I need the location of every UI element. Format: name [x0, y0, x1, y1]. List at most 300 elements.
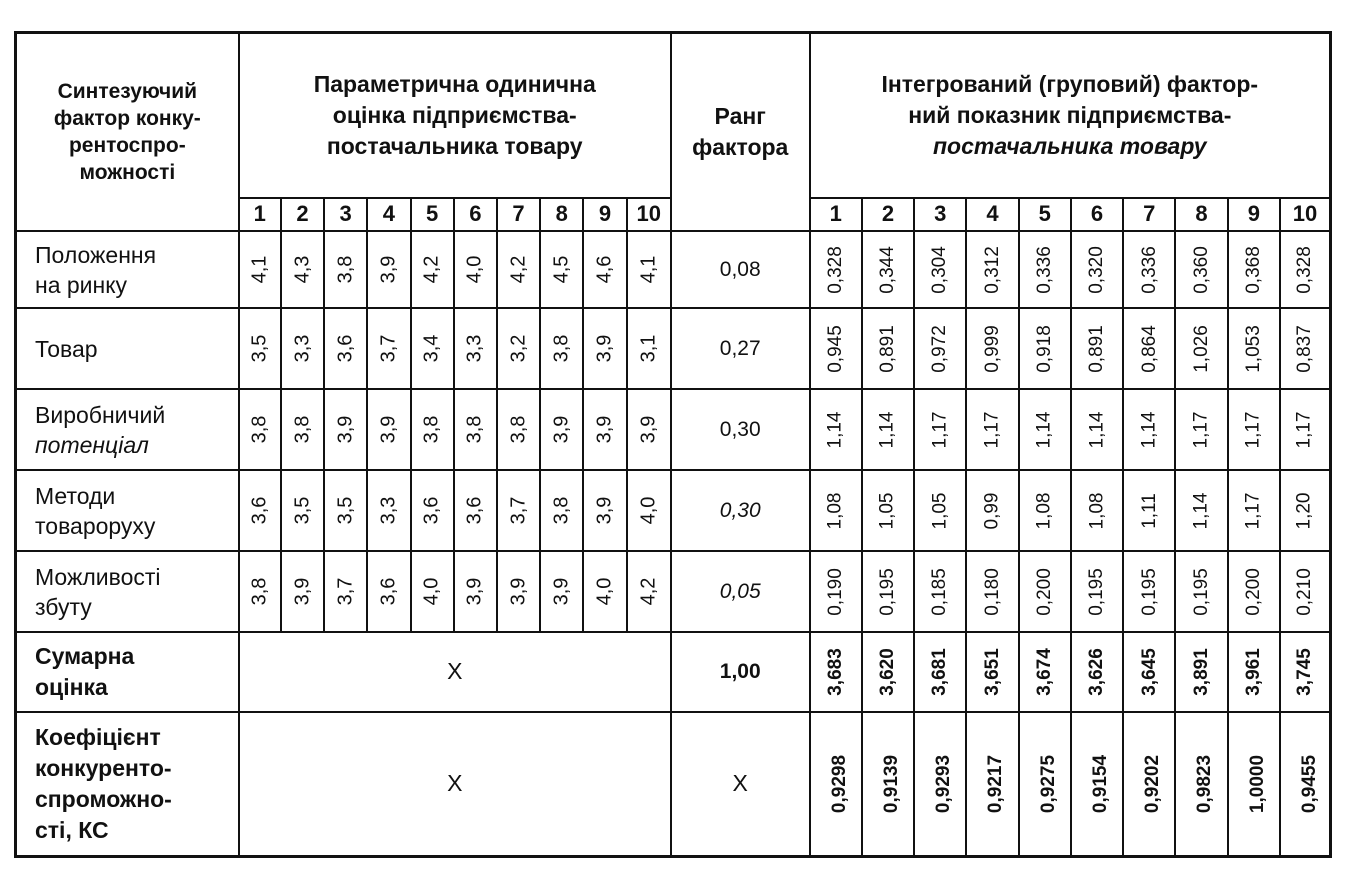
param-cell-value: 4,0 [637, 496, 660, 525]
integrated-cell [966, 470, 1018, 551]
integrated-cell-value: 1,17 [929, 411, 951, 449]
param-cell-value: 3,9 [290, 578, 313, 606]
integrated-cell [966, 231, 1018, 308]
header-factor-line: можності [79, 161, 176, 185]
integrated-cell [810, 231, 862, 308]
integrated-cell-value: 0,972 [929, 324, 951, 373]
header-integrated-line: ний показник підприємства- [908, 101, 1232, 128]
integrated-cell-value: 1,14 [876, 411, 898, 449]
param-cell [324, 231, 367, 308]
header-params-line: оцінка підприємства- [332, 101, 577, 128]
integrated-cell-value: 1,026 [1190, 324, 1212, 373]
integrated-cell [1071, 231, 1123, 308]
sum-integrated-cell [1019, 632, 1071, 711]
factor-name [16, 712, 239, 857]
param-cell [411, 389, 454, 470]
coef-integrated-cell [862, 712, 914, 857]
rank-cell: 0,27 [671, 308, 810, 389]
sum-rank-cell: 1,00 [671, 632, 810, 711]
sum-integrated-cell-value: 3,620 [876, 648, 898, 696]
integrated-cell-value: 0,328 [1293, 245, 1315, 294]
param-cell-value: 3,3 [463, 334, 486, 363]
param-cell-value: 3,7 [377, 334, 400, 363]
param-cell-value: 3,9 [593, 415, 616, 444]
coef-integrated-cell-value: 0,9202 [1142, 754, 1164, 813]
factor-name-line: товароруху [35, 512, 156, 539]
integrated-cell [810, 470, 862, 551]
param-cell-value: 3,5 [334, 496, 357, 525]
sum-integrated-cell-value: 3,961 [1242, 648, 1264, 696]
header-rank-line: Ранг [714, 103, 766, 130]
param-cell [454, 470, 497, 551]
sum-integrated-cell [1071, 632, 1123, 711]
param-cell [454, 231, 497, 308]
integrated-cell [1019, 470, 1071, 551]
table-row [16, 231, 1331, 308]
param-cell [281, 470, 324, 551]
param-col-number: 4 [367, 198, 410, 231]
factor-name-line: Можливості [35, 563, 161, 590]
integrated-cell-value: 0,336 [1138, 245, 1160, 294]
integrated-cell-value: 0,200 [1033, 568, 1055, 616]
param-cell [324, 551, 367, 632]
coef-integrated-cell-value: 0,9275 [1037, 754, 1059, 813]
integrated-cell-value: 0,200 [1242, 568, 1264, 616]
param-cell-value: 3,2 [507, 334, 530, 363]
integrated-cell-value: 0,195 [876, 568, 898, 616]
integrated-cell-value: 0,918 [1033, 324, 1055, 373]
coef-integrated-cell-value: 0,9823 [1194, 754, 1216, 813]
integrated-cell-value: 0,180 [981, 568, 1003, 616]
coef-integrated-cell [1228, 712, 1280, 857]
factor-name-line: потенціал [35, 431, 149, 458]
integrated-cell-value: 0,891 [876, 324, 898, 373]
integrated-cell [1280, 231, 1331, 308]
param-cell-value: 3,9 [377, 255, 400, 284]
integrated-cell [1175, 551, 1227, 632]
param-cell-value: 3,1 [637, 334, 660, 363]
coef-integrated-cell-value: 0,9139 [880, 754, 902, 813]
param-cell [324, 389, 367, 470]
param-cell-value: 3,9 [334, 415, 357, 444]
coef-integrated-cell [1123, 712, 1175, 857]
factor-name [16, 470, 239, 551]
integrated-cell-value: 1,17 [981, 411, 1003, 449]
param-cell [367, 389, 410, 470]
integrated-cell [1123, 389, 1175, 470]
param-col-number: 1 [239, 198, 281, 231]
integrated-cell [914, 470, 966, 551]
rank-cell: 0,30 [671, 470, 810, 551]
integrated-col-number: 9 [1228, 198, 1280, 231]
factor-name-line: Коефіцієнт [35, 723, 161, 750]
integrated-col-number: 7 [1123, 198, 1175, 231]
integrated-cell [1071, 551, 1123, 632]
integrated-cell-value: 1,14 [1138, 411, 1160, 449]
integrated-cell [810, 389, 862, 470]
integrated-cell [966, 389, 1018, 470]
sum-integrated-cell-value: 3,651 [981, 648, 1003, 696]
param-cell [627, 389, 671, 470]
rank-cell: 0,05 [671, 551, 810, 632]
integrated-cell-value: 0,195 [1086, 568, 1108, 616]
integrated-cell-value: 1,17 [1190, 411, 1212, 449]
param-cell [411, 231, 454, 308]
integrated-cell [1019, 308, 1071, 389]
param-cell-value: 3,6 [248, 496, 271, 525]
integrated-cell-value: 0,312 [981, 245, 1003, 294]
coef-integrated-cell-value: 1,0000 [1246, 754, 1268, 813]
integrated-cell [862, 231, 914, 308]
integrated-cell [966, 551, 1018, 632]
header-integrated-line: Інтегрований (груповий) фактор- [881, 70, 1259, 97]
factor-name-line: на ринку [35, 271, 128, 298]
param-cell-value: 4,2 [637, 578, 660, 606]
integrated-cell [1123, 231, 1175, 308]
integrated-cell [1228, 308, 1280, 389]
integrated-cell-value: 1,08 [1033, 492, 1055, 530]
integrated-cell [862, 389, 914, 470]
integrated-cell [1071, 389, 1123, 470]
integrated-cell-value: 1,053 [1242, 324, 1264, 373]
integrated-cell-value: 0,195 [1138, 568, 1160, 616]
factor-name-line: конкуренто- [35, 754, 172, 781]
param-cell [540, 308, 583, 389]
integrated-col-number: 10 [1280, 198, 1331, 231]
param-cell-value: 4,0 [463, 255, 486, 284]
header-params [239, 33, 671, 198]
param-cell-value: 3,6 [377, 578, 400, 606]
param-cell [239, 308, 281, 389]
integrated-cell [1019, 231, 1071, 308]
param-cell [583, 231, 626, 308]
param-cell [497, 308, 540, 389]
param-cell-value: 3,8 [334, 255, 357, 284]
param-cell-value: 3,9 [507, 578, 530, 606]
integrated-cell-value: 0,195 [1190, 568, 1212, 616]
integrated-cell [1228, 389, 1280, 470]
integrated-cell [1019, 389, 1071, 470]
integrated-cell-value: 1,14 [1190, 492, 1212, 530]
header-integrated [810, 33, 1331, 198]
param-cell [239, 470, 281, 551]
param-cell [367, 470, 410, 551]
param-cell-value: 3,8 [248, 415, 271, 444]
integrated-cell-value: 0,320 [1086, 245, 1108, 294]
param-cell-value: 3,8 [248, 578, 271, 606]
rank-cell: 0,08 [671, 231, 810, 308]
param-cell [281, 389, 324, 470]
integrated-cell-value: 1,14 [824, 411, 846, 449]
param-cell-value: 4,3 [290, 255, 313, 284]
table-row [16, 551, 1331, 632]
integrated-cell-value: 0,328 [824, 245, 846, 294]
param-cell [454, 308, 497, 389]
header-factor-line: рентоспро- [68, 134, 186, 158]
coef-integrated-cell-value: 0,9217 [985, 754, 1007, 813]
integrated-cell-value: 1,14 [1033, 411, 1055, 449]
integrated-cell [810, 551, 862, 632]
sum-integrated-cell [966, 632, 1018, 711]
param-cell-value: 3,8 [507, 415, 530, 444]
integrated-cell [1071, 308, 1123, 389]
param-cell [627, 231, 671, 308]
factor-name-line: сті, КС [35, 816, 109, 843]
param-cell [367, 551, 410, 632]
param-cell [239, 231, 281, 308]
param-cell [367, 308, 410, 389]
param-cell [324, 308, 367, 389]
param-cell-value: 3,6 [463, 496, 486, 525]
integrated-col-number: 5 [1019, 198, 1071, 231]
param-cell-value: 4,1 [637, 255, 660, 284]
sum-integrated-cell [914, 632, 966, 711]
integrated-cell-value: 1,11 [1138, 493, 1160, 529]
param-cell [281, 231, 324, 308]
param-cell [627, 551, 671, 632]
coef-integrated-cell [914, 712, 966, 857]
param-col-number: 5 [411, 198, 454, 231]
header-integrated-line: постачальника товару [932, 132, 1207, 159]
sum-integrated-cell [1175, 632, 1227, 711]
param-cell-value: 3,5 [290, 496, 313, 525]
competitiveness-table [14, 31, 1332, 858]
integrated-cell-value: 0,344 [876, 245, 898, 294]
integrated-cell-value: 0,185 [929, 568, 951, 616]
param-col-number: 6 [454, 198, 497, 231]
param-cell-value: 3,9 [550, 415, 573, 444]
param-cell [540, 389, 583, 470]
param-col-number: 7 [497, 198, 540, 231]
param-cell-value: 4,6 [593, 255, 616, 284]
param-col-number: 3 [324, 198, 367, 231]
param-cell-value: 3,9 [593, 334, 616, 363]
integrated-cell [1228, 231, 1280, 308]
integrated-cell-value: 0,837 [1293, 324, 1315, 373]
param-cell [497, 551, 540, 632]
sum-integrated-cell-value: 3,674 [1033, 648, 1055, 696]
integrated-cell [914, 551, 966, 632]
integrated-col-number: 6 [1071, 198, 1123, 231]
header-params-line: постачальника товару [326, 132, 583, 159]
header-factor-line: фактор конку- [53, 107, 201, 131]
param-cell [540, 551, 583, 632]
integrated-cell-value: 0,891 [1086, 324, 1108, 373]
integrated-cell [1228, 551, 1280, 632]
factor-name-line: Сумарна [35, 642, 135, 669]
table-row [16, 470, 1331, 551]
factor-name [16, 632, 239, 711]
param-cell-value: 3,9 [463, 578, 486, 606]
sum-integrated-cell [862, 632, 914, 711]
integrated-cell-value: 1,05 [876, 492, 898, 530]
integrated-cell [1019, 551, 1071, 632]
integrated-cell [1175, 308, 1227, 389]
integrated-cell [1280, 551, 1331, 632]
header-rank [671, 33, 810, 232]
integrated-col-number: 2 [862, 198, 914, 231]
integrated-cell-value: 0,945 [824, 324, 846, 373]
coef-integrated-cell-value: 0,9154 [1089, 754, 1111, 813]
integrated-cell [1280, 308, 1331, 389]
sum-integrated-cell [1228, 632, 1280, 711]
param-col-number: 8 [540, 198, 583, 231]
factor-name [16, 231, 239, 308]
integrated-cell [1280, 389, 1331, 470]
integrated-cell-value: 0,360 [1190, 245, 1212, 294]
integrated-cell-value: 0,368 [1242, 245, 1264, 294]
integrated-cell-value: 1,20 [1293, 492, 1315, 530]
sum-integrated-cell-value: 3,626 [1086, 648, 1108, 696]
integrated-cell-value: 0,190 [824, 568, 846, 616]
header-params-line: Параметрична одинична [313, 70, 596, 97]
param-cell [324, 470, 367, 551]
integrated-cell-value: 0,304 [929, 245, 951, 294]
param-cell-value: 3,8 [550, 496, 573, 525]
param-cell [411, 470, 454, 551]
param-cell [281, 551, 324, 632]
integrated-cell [1228, 470, 1280, 551]
integrated-cell-value: 0,864 [1138, 324, 1160, 373]
sum-params-cell: X [239, 632, 671, 711]
param-cell-value: 3,8 [463, 415, 486, 444]
param-cell-value: 4,5 [550, 255, 573, 284]
factor-name-line: Положення [35, 241, 157, 268]
integrated-col-number: 1 [810, 198, 862, 231]
param-cell-value: 3,9 [550, 578, 573, 606]
param-cell-value: 3,3 [377, 496, 400, 525]
param-cell-value: 3,5 [248, 334, 271, 363]
param-cell [239, 551, 281, 632]
integrated-cell-value: 0,336 [1033, 245, 1055, 294]
header-factor-line: Синтезуючий [57, 80, 198, 104]
param-cell [627, 308, 671, 389]
integrated-cell-value: 1,17 [1242, 492, 1264, 530]
param-cell-value: 3,4 [420, 334, 443, 363]
integrated-cell [914, 308, 966, 389]
integrated-cell-value: 1,08 [1086, 492, 1108, 530]
coef-rank-cell: X [671, 712, 810, 857]
integrated-cell-value: 0,210 [1293, 568, 1315, 616]
param-cell-value: 3,6 [420, 496, 443, 525]
coef-integrated-cell [810, 712, 862, 857]
param-cell [367, 231, 410, 308]
param-cell-value: 3,6 [334, 334, 357, 363]
param-cell [540, 470, 583, 551]
integrated-col-number: 4 [966, 198, 1018, 231]
param-cell [583, 551, 626, 632]
factor-name-line: збуту [35, 593, 92, 620]
integrated-cell [862, 470, 914, 551]
integrated-cell [1175, 389, 1227, 470]
param-cell-value: 3,3 [290, 334, 313, 363]
sum-integrated-cell-value: 3,681 [929, 648, 951, 696]
sum-integrated-cell-value: 3,891 [1190, 648, 1212, 696]
sum-integrated-cell-value: 3,745 [1293, 648, 1315, 696]
param-cell [497, 470, 540, 551]
param-cell [540, 231, 583, 308]
param-col-number: 2 [281, 198, 324, 231]
integrated-cell [914, 389, 966, 470]
integrated-cell-value: 1,17 [1242, 411, 1264, 449]
param-cell-value: 4,0 [593, 578, 616, 606]
integrated-cell [1123, 551, 1175, 632]
param-cell-value: 4,0 [420, 578, 443, 606]
integrated-cell [914, 231, 966, 308]
param-cell [627, 470, 671, 551]
factor-name-line: Товар [35, 335, 98, 362]
param-cell [454, 389, 497, 470]
coef-integrated-cell-value: 0,9293 [933, 754, 955, 813]
param-cell-value: 3,9 [593, 496, 616, 525]
integrated-cell [862, 308, 914, 389]
param-cell-value: 3,9 [377, 415, 400, 444]
factor-name-line: оцінка [35, 673, 108, 700]
sum-integrated-cell [1123, 632, 1175, 711]
rank-cell: 0,30 [671, 389, 810, 470]
coef-integrated-cell [966, 712, 1018, 857]
sum-integrated-cell [1280, 632, 1331, 711]
param-cell [497, 231, 540, 308]
param-cell-value: 3,9 [637, 415, 660, 444]
coef-integrated-cell [1019, 712, 1071, 857]
param-cell-value: 4,2 [507, 255, 530, 284]
param-cell [411, 551, 454, 632]
integrated-cell-value: 0,99 [981, 492, 1003, 530]
table-row [16, 308, 1331, 389]
coefficient-row [16, 712, 1331, 857]
integrated-col-number: 3 [914, 198, 966, 231]
coef-integrated-cell [1280, 712, 1331, 857]
integrated-cell [1123, 470, 1175, 551]
integrated-cell [1175, 231, 1227, 308]
header-rank-line: фактора [692, 134, 789, 161]
factor-name-line: Виробничий [35, 401, 166, 428]
param-cell [583, 308, 626, 389]
param-cell [454, 551, 497, 632]
coef-integrated-cell [1175, 712, 1227, 857]
param-cell-value: 3,8 [290, 415, 313, 444]
sum-row [16, 632, 1331, 711]
table-row [16, 389, 1331, 470]
sum-integrated-cell [810, 632, 862, 711]
factor-name-line: спроможно- [35, 785, 172, 812]
param-cell [583, 470, 626, 551]
param-cell [411, 308, 454, 389]
integrated-cell-value: 1,08 [824, 492, 846, 530]
param-cell-value: 4,2 [420, 255, 443, 284]
integrated-cell [1071, 470, 1123, 551]
factor-name [16, 308, 239, 389]
param-cell [239, 389, 281, 470]
integrated-cell-value: 1,14 [1086, 411, 1108, 449]
integrated-cell [1123, 308, 1175, 389]
coef-integrated-cell-value: 0,9455 [1299, 754, 1321, 813]
factor-name-line: Методи [35, 482, 116, 509]
param-cell [583, 389, 626, 470]
param-cell [281, 308, 324, 389]
sum-integrated-cell-value: 3,645 [1138, 648, 1160, 696]
factor-name [16, 389, 239, 470]
integrated-cell [1175, 470, 1227, 551]
param-cell-value: 3,7 [507, 496, 530, 525]
integrated-cell [1280, 470, 1331, 551]
sum-integrated-cell-value: 3,683 [824, 648, 846, 696]
param-col-number: 9 [583, 198, 626, 231]
integrated-cell [810, 308, 862, 389]
integrated-cell-value: 1,05 [929, 492, 951, 530]
param-cell-value: 3,8 [550, 334, 573, 363]
